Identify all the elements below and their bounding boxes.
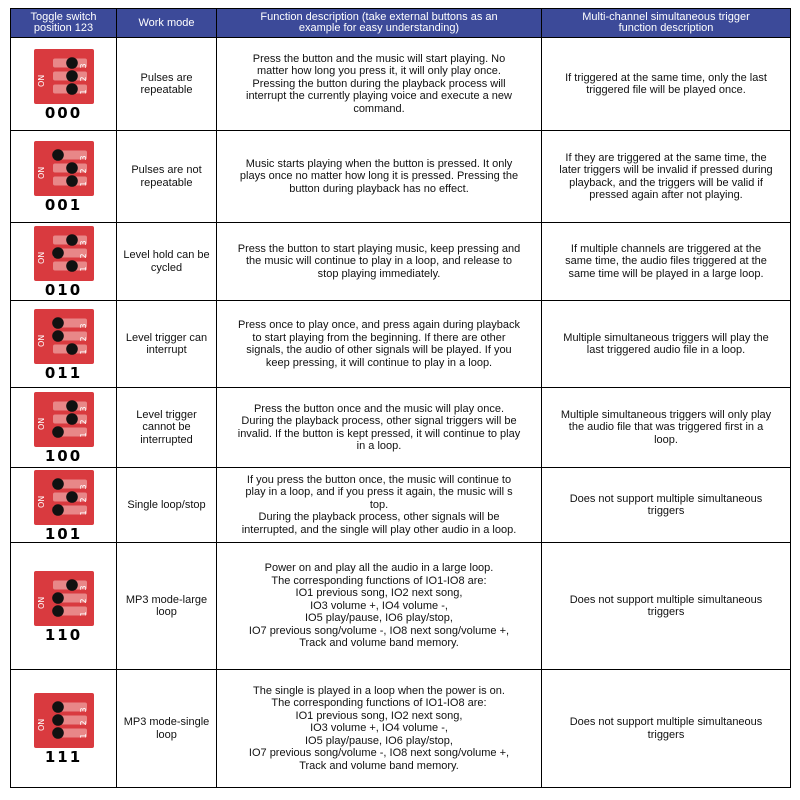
table-row — [11, 131, 791, 223]
dip-on-label: ON — [36, 417, 46, 431]
dip-knob-1 — [52, 504, 64, 516]
switch-code: 011 — [44, 363, 83, 382]
dip-knob-3 — [66, 234, 78, 246]
dip-switch-icon — [34, 571, 94, 626]
dip-number-3: 3 — [78, 63, 88, 69]
function-description-cell: The single is played in a loop when the power is on. The corresponding functions of IO1-IO8 are: IO1 previous song, IO2 next song, IO3 volume +, IO4 volume -, IO5 play/pause, IO6 play/stop, IO7 previous song/volume -, IO8 next song/volume +, Track and volume band memory. — [217, 670, 542, 788]
dip-number-3: 3 — [78, 155, 88, 161]
dip-on-label: ON — [36, 251, 46, 265]
switch-cell — [11, 223, 117, 301]
table-row — [11, 388, 791, 468]
dip-number-2: 2 — [78, 253, 88, 259]
switch-cell — [11, 543, 117, 670]
table-row — [11, 543, 791, 670]
dip-number-1: 1 — [78, 611, 88, 617]
header-switch: Toggle switch position 123 — [11, 9, 117, 38]
dip-knob-2 — [66, 491, 78, 503]
switch-cell — [11, 131, 117, 223]
multi-trigger-cell: Multiple simultaneous triggers will only play the audio file that was triggered first in a loop. — [542, 388, 791, 468]
dip-number-1: 1 — [78, 349, 88, 355]
function-description-cell: Press the button once and the music will play once. During the playback process, other signal triggers will be invalid. If the button is kept pressed, it will continue to play in a loop. — [217, 388, 542, 468]
multi-trigger-cell: Multiple simultaneous triggers will play the last triggered audio file in a loop. — [542, 301, 791, 388]
dip-number-1: 1 — [78, 89, 88, 95]
dip-knob-2 — [52, 714, 64, 726]
dip-knob-2 — [66, 162, 78, 174]
dip-knob-3 — [52, 149, 64, 161]
dip-number-1: 1 — [78, 432, 88, 438]
table-row — [11, 38, 791, 131]
dip-knob-2 — [52, 330, 64, 342]
dip-switch-icon — [34, 49, 94, 104]
switch-code: 101 — [44, 524, 83, 543]
switch-cell — [11, 388, 117, 468]
dip-switch-icon — [34, 470, 94, 525]
switch-cell — [11, 670, 117, 788]
multi-trigger-cell: Does not support multiple simultaneous triggers — [542, 543, 791, 670]
function-description-cell: Power on and play all the audio in a large loop. The corresponding functions of IO1-IO8 are: IO1 previous song, IO2 next song, IO3 volume +, IO4 volume -, IO5 play/pause, IO6 play/stop, IO7 previous song/volume -, IO8 next song/volume +, Track and volume band memory. — [217, 543, 542, 670]
dip-switch-icon — [34, 309, 94, 364]
dip-knob-2 — [66, 413, 78, 425]
function-description-cell: If you press the button once, the music will continue to play in a loop, and if you press it again, the music will s top. During the playback process, other signals will be interrupted, and the single will play other audio in a loop. — [217, 468, 542, 543]
switch-cell — [11, 38, 117, 131]
header-function: Function description (take external buttons as an example for easy understanding) — [217, 9, 542, 38]
dip-knob-2 — [52, 247, 64, 259]
dip-knob-3 — [66, 579, 78, 591]
multi-trigger-cell: If they are triggered at the same time, the later triggers will be invalid if pressed during playback, and the triggers will be valid if pressed again after not playing. — [542, 131, 791, 223]
dip-knob-3 — [66, 57, 78, 69]
function-description-cell: Press the button and the music will start playing. No matter how long you press it, it will only play once. Pressing the button during the playback process will interrupt the currently playing voice and execute a new command. — [217, 38, 542, 131]
dip-number-2: 2 — [78, 76, 88, 82]
dip-on-label: ON — [36, 166, 46, 180]
multi-trigger-cell: Does not support multiple simultaneous triggers — [542, 670, 791, 788]
dip-knob-1 — [52, 605, 64, 617]
work-mode-cell: MP3 mode-single loop — [117, 670, 217, 788]
dip-knob-1 — [52, 727, 64, 739]
dip-knob-1 — [66, 83, 78, 95]
work-mode-cell: Pulses are repeatable — [117, 38, 217, 131]
function-description-cell: Music starts playing when the button is pressed. It only plays once no matter how long it is pressed. Pressing the button during playback has no effect. — [217, 131, 542, 223]
dip-switch-icon — [34, 226, 94, 281]
dip-number-3: 3 — [78, 585, 88, 591]
dip-knob-1 — [52, 426, 64, 438]
dip-number-3: 3 — [78, 484, 88, 490]
multi-trigger-cell: If triggered at the same time, only the last triggered file will be played once. — [542, 38, 791, 131]
dip-knob-1 — [66, 343, 78, 355]
work-mode-cell: Single loop/stop — [117, 468, 217, 543]
switch-code: 111 — [44, 748, 83, 767]
dip-knob-2 — [66, 70, 78, 82]
dip-knob-3 — [52, 478, 64, 490]
dip-on-label: ON — [36, 74, 46, 87]
table-row — [11, 301, 791, 388]
dip-knob-3 — [66, 400, 78, 412]
work-mode-cell: Level hold can be cycled — [117, 223, 217, 301]
dip-knob-2 — [52, 592, 64, 604]
multi-trigger-cell: If multiple channels are triggered at the same time, the audio files triggered at the same time will be played in a large loop. — [542, 223, 791, 301]
dip-switch-icon — [34, 693, 94, 748]
dip-number-3: 3 — [78, 707, 88, 713]
work-mode-cell: Pulses are not repeatable — [117, 131, 217, 223]
dip-on-label: ON — [36, 495, 46, 508]
function-description-cell: Press the button to start playing music, keep pressing and the music will continue to play in a loop, and release to stop playing immediately. — [217, 223, 542, 301]
switch-code: 001 — [44, 196, 83, 215]
dip-switch-icon — [34, 392, 94, 447]
switch-cell — [11, 468, 117, 543]
switch-code: 110 — [44, 625, 83, 644]
switch-cell — [11, 301, 117, 388]
header-row — [11, 9, 791, 38]
dip-number-1: 1 — [78, 510, 88, 516]
dip-on-label: ON — [36, 718, 46, 732]
dip-number-2: 2 — [78, 497, 88, 503]
dip-number-1: 1 — [78, 181, 88, 187]
multi-trigger-cell: Does not support multiple simultaneous triggers — [542, 468, 791, 543]
dip-number-2: 2 — [78, 336, 88, 342]
dip-switch-icon — [34, 141, 94, 196]
dip-number-1: 1 — [78, 266, 88, 272]
dip-knob-3 — [52, 317, 64, 329]
dip-number-2: 2 — [78, 419, 88, 425]
dip-on-label: ON — [36, 596, 46, 609]
dip-number-3: 3 — [78, 240, 88, 246]
dip-number-2: 2 — [78, 720, 88, 726]
switch-code: 010 — [44, 281, 83, 300]
dip-number-1: 1 — [78, 733, 88, 739]
dip-number-2: 2 — [78, 598, 88, 604]
switch-code: 000 — [44, 103, 83, 122]
work-mode-cell: Level trigger can interrupt — [117, 301, 217, 388]
header-multi: Multi-channel simultaneous trigger function description — [542, 9, 791, 38]
mode-table — [10, 8, 791, 788]
dip-knob-1 — [66, 175, 78, 187]
dip-number-3: 3 — [78, 323, 88, 329]
work-mode-cell: Level trigger cannot be interrupted — [117, 388, 217, 468]
dip-knob-1 — [66, 260, 78, 272]
work-mode-cell: MP3 mode-large loop — [117, 543, 217, 670]
table-row — [11, 468, 791, 543]
table-row — [11, 223, 791, 301]
switch-code: 100 — [44, 447, 83, 466]
dip-knob-3 — [52, 701, 64, 713]
dip-number-3: 3 — [78, 406, 88, 412]
dip-number-2: 2 — [78, 168, 88, 174]
function-description-cell: Press once to play once, and press again during playback to start playing from the beginning. If there are other signals, the audio of other signals will be played. If you keep pressing, it will continue to play in a loop. — [217, 301, 542, 388]
table-row — [11, 670, 791, 788]
dip-on-label: ON — [36, 334, 46, 347]
header-mode: Work mode — [117, 9, 217, 38]
